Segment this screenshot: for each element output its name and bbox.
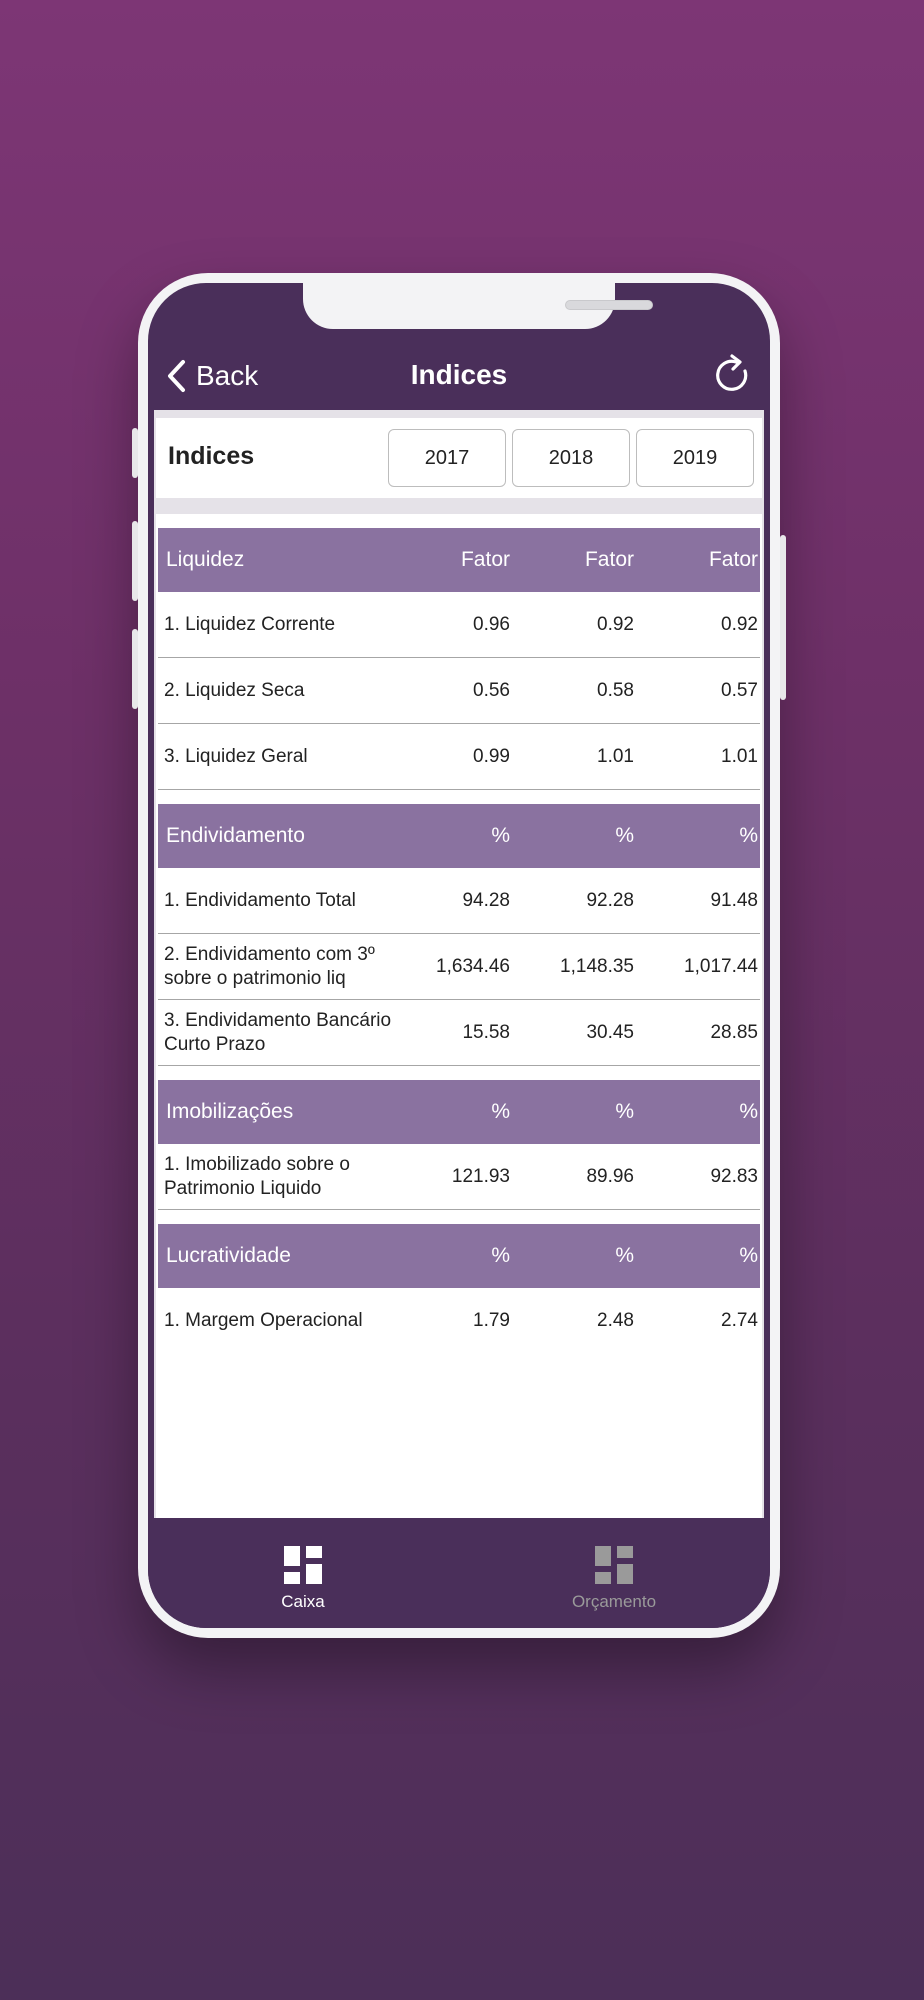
- tab-label: Caixa: [281, 1592, 325, 1611]
- unit-label: %: [615, 1244, 634, 1267]
- tab-caixa[interactable]: [213, 1546, 393, 1612]
- cell-value: 1.01: [597, 745, 634, 767]
- tab-bar: [148, 1518, 770, 1628]
- unit-label: Fator: [584, 548, 634, 571]
- row-label: 1. Margem Operacional: [164, 1310, 363, 1331]
- cell-value: 0.58: [597, 679, 634, 701]
- section-title: Lucratividade: [166, 1244, 291, 1267]
- dashboard-icon: [595, 1546, 633, 1584]
- content-area: [154, 410, 764, 1518]
- indices-heading: Indices: [168, 442, 255, 470]
- cell-value: 92.28: [586, 889, 634, 911]
- refresh-icon[interactable]: [712, 353, 754, 399]
- table-row: [158, 658, 760, 724]
- cell-value: 15.58: [462, 1021, 510, 1043]
- cell-value: 0.56: [473, 679, 510, 701]
- power-button: [780, 535, 786, 700]
- unit-label: %: [491, 1244, 510, 1267]
- app-screen: [148, 283, 770, 1628]
- row-label: 2. Liquidez Seca: [164, 679, 305, 701]
- cell-value: 1,634.46: [436, 955, 510, 977]
- dashboard-icon: [284, 1546, 322, 1584]
- indices-header-card: [156, 418, 762, 498]
- notch: [303, 283, 615, 329]
- volume-up-button: [132, 521, 138, 601]
- row-label: 1. Imobilizado sobre o Patrimonio Liquido: [164, 1153, 350, 1199]
- cell-value: 0.92: [721, 613, 758, 635]
- unit-label: Fator: [708, 548, 758, 571]
- speaker-grille: [565, 300, 653, 310]
- page-title: Indices: [410, 359, 508, 390]
- year-button-2018[interactable]: 2018: [512, 429, 630, 487]
- section-header-imobilizacoes: [158, 1080, 760, 1144]
- row-label: 2. Endividamento com 3º sobre o patrimonio liq: [164, 943, 375, 989]
- table-row: [158, 1000, 760, 1066]
- cell-value: 0.99: [473, 745, 510, 767]
- cell-value: 91.48: [710, 889, 758, 911]
- unit-label: %: [739, 1100, 758, 1123]
- unit-label: %: [491, 1100, 510, 1123]
- section-header-endividamento: [158, 804, 760, 868]
- unit-label: %: [739, 824, 758, 847]
- table-row: [158, 724, 760, 790]
- tab-label: Orçamento: [571, 1592, 657, 1611]
- cell-value: 0.57: [721, 679, 758, 701]
- back-label: Back: [196, 360, 259, 391]
- indices-table: [156, 514, 762, 1518]
- cell-value: 1.01: [721, 745, 758, 767]
- phone-frame: [138, 273, 780, 1638]
- row-label: 3. Liquidez Geral: [164, 745, 308, 767]
- section-title: Liquidez: [166, 548, 245, 571]
- cell-value: 2.74: [721, 1310, 758, 1331]
- tab-orcamento[interactable]: [524, 1546, 704, 1612]
- table-row: [158, 934, 760, 1000]
- cell-value: 0.92: [597, 613, 634, 635]
- volume-down-button: [132, 629, 138, 709]
- cell-value: 89.96: [586, 1165, 634, 1187]
- cell-value: 121.93: [451, 1165, 510, 1187]
- mute-switch: [132, 428, 138, 478]
- table-row: [158, 592, 760, 658]
- year-button-2017[interactable]: 2017: [388, 429, 506, 487]
- unit-label: %: [615, 824, 634, 847]
- cell-value: 28.85: [710, 1021, 758, 1043]
- year-button-2019[interactable]: 2019: [636, 429, 754, 487]
- row-label: 3. Endividamento Bancário Curto Prazo: [164, 1009, 392, 1055]
- cell-value: 2.48: [597, 1310, 634, 1331]
- row-label: 1. Liquidez Corrente: [164, 613, 336, 635]
- unit-label: %: [615, 1100, 634, 1123]
- cell-value: 1,148.35: [560, 955, 634, 977]
- cell-value: 0.96: [473, 613, 510, 635]
- unit-label: Fator: [460, 548, 510, 571]
- table-row: [158, 868, 760, 934]
- section-title: Imobilizações: [166, 1100, 294, 1123]
- section-header-liquidez: [158, 528, 760, 592]
- table-row: [158, 1288, 760, 1354]
- unit-label: %: [739, 1244, 758, 1267]
- cell-value: 92.83: [710, 1165, 758, 1187]
- section-title: Endividamento: [166, 824, 305, 847]
- row-label: 1. Endividamento Total: [164, 889, 356, 911]
- section-header-lucratividade: [158, 1224, 760, 1288]
- table-row: [158, 1144, 760, 1210]
- navigation-bar: [148, 353, 770, 403]
- cell-value: 1,017.44: [684, 955, 758, 977]
- cell-value: 30.45: [586, 1021, 634, 1043]
- cell-value: 94.28: [462, 889, 510, 911]
- cell-value: 1.79: [473, 1310, 510, 1331]
- unit-label: %: [491, 824, 510, 847]
